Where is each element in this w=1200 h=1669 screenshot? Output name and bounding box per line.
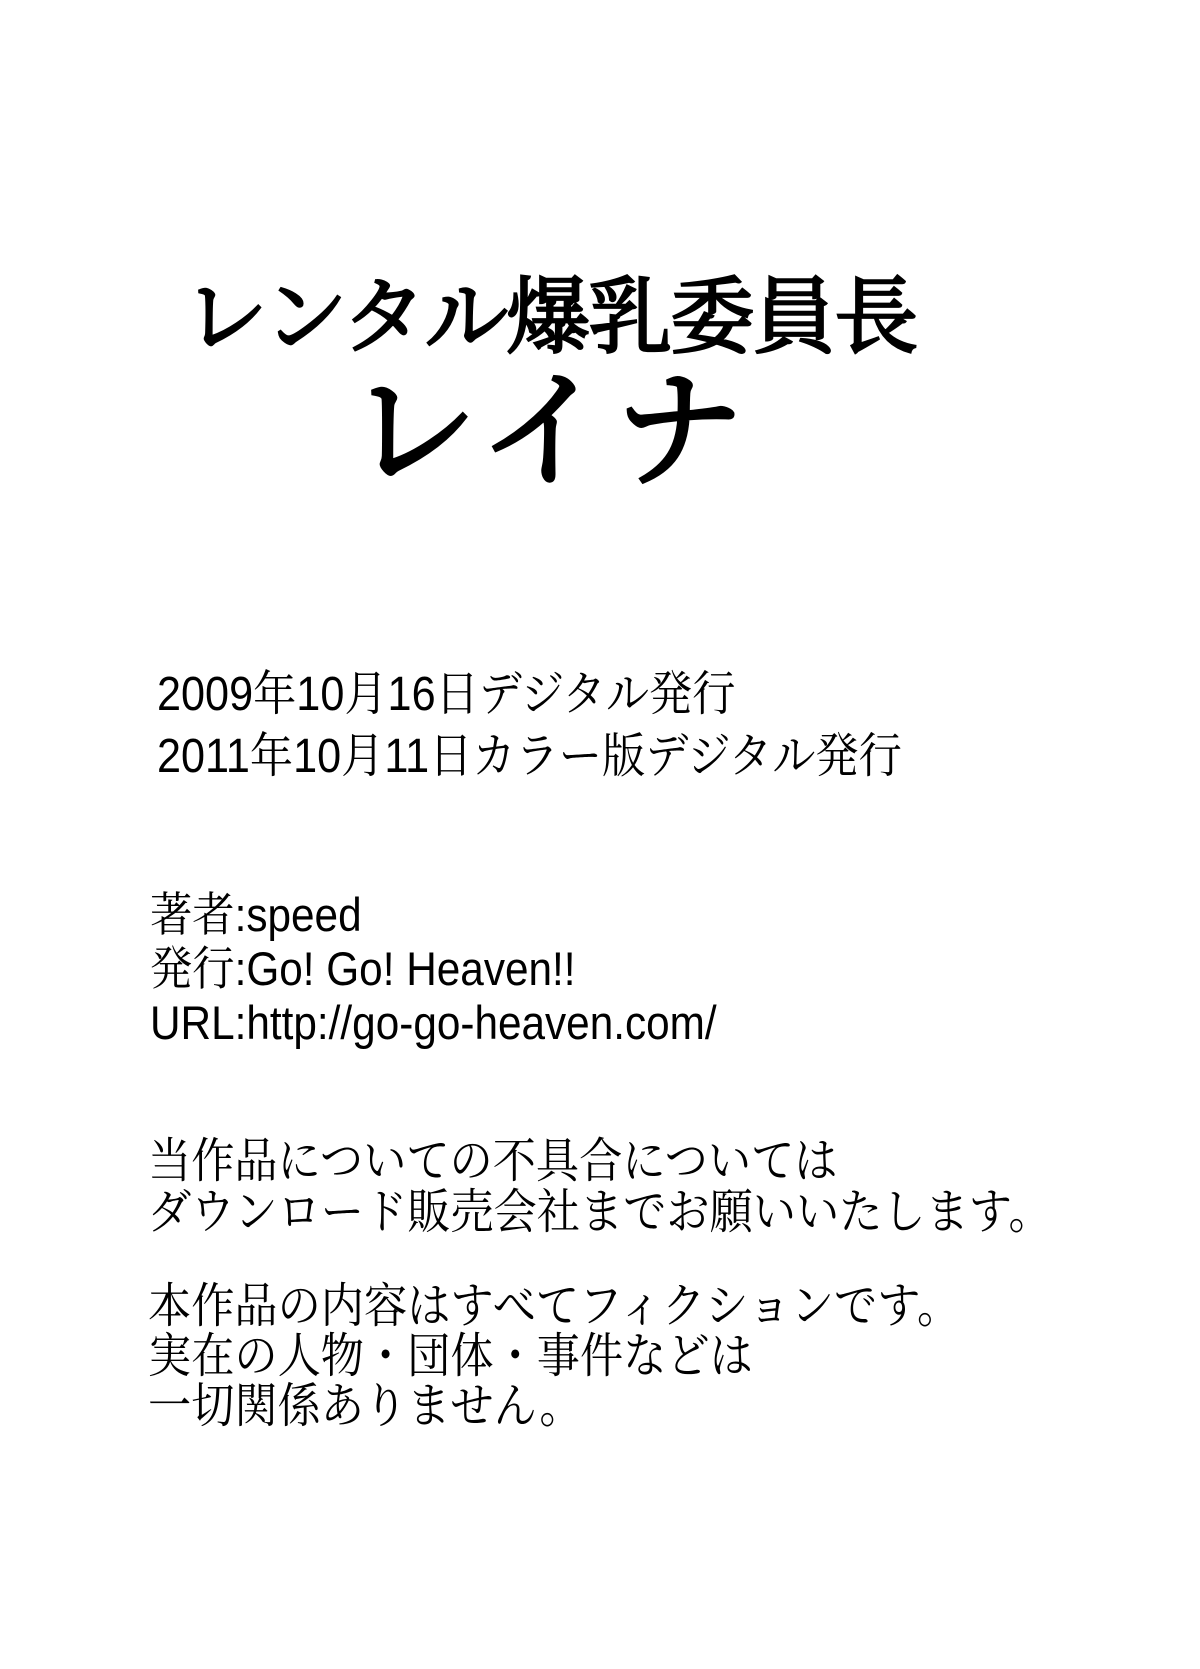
url-line: URL:http://go-go-heaven.com/ [150, 996, 717, 1049]
doujin-title [0, 270, 1100, 503]
support-notice-line-2: ダウンロード販売会社までお願いいたします。 [148, 1186, 1052, 1239]
fiction-disclaimer-line-1: 本作品の内容はすべてフィクションです。 [148, 1280, 961, 1333]
color-edition-release-date-line: 2011年10月11日カラー版デジタル発行 [157, 730, 902, 783]
publisher-line: 発行:Go! Go! Heaven!! [150, 942, 576, 995]
fiction-disclaimer [148, 1282, 960, 1432]
author-line: 著者:speed [150, 888, 362, 941]
title-line-2: レイナ [349, 360, 751, 503]
support-notice [148, 1136, 1052, 1238]
fiction-disclaimer-line-2: 実在の人物・団体・事件などは [148, 1330, 753, 1383]
title-line-1: レンタル爆乳委員長 [183, 270, 917, 364]
digital-release-date-line: 2009年10月16日デジタル発行 [157, 668, 736, 721]
credits [150, 888, 717, 1050]
fiction-disclaimer-line-3: 一切関係ありません。 [148, 1380, 583, 1433]
publication-dates [157, 664, 902, 788]
support-notice-line-1: 当作品についての不具合については [148, 1135, 838, 1188]
